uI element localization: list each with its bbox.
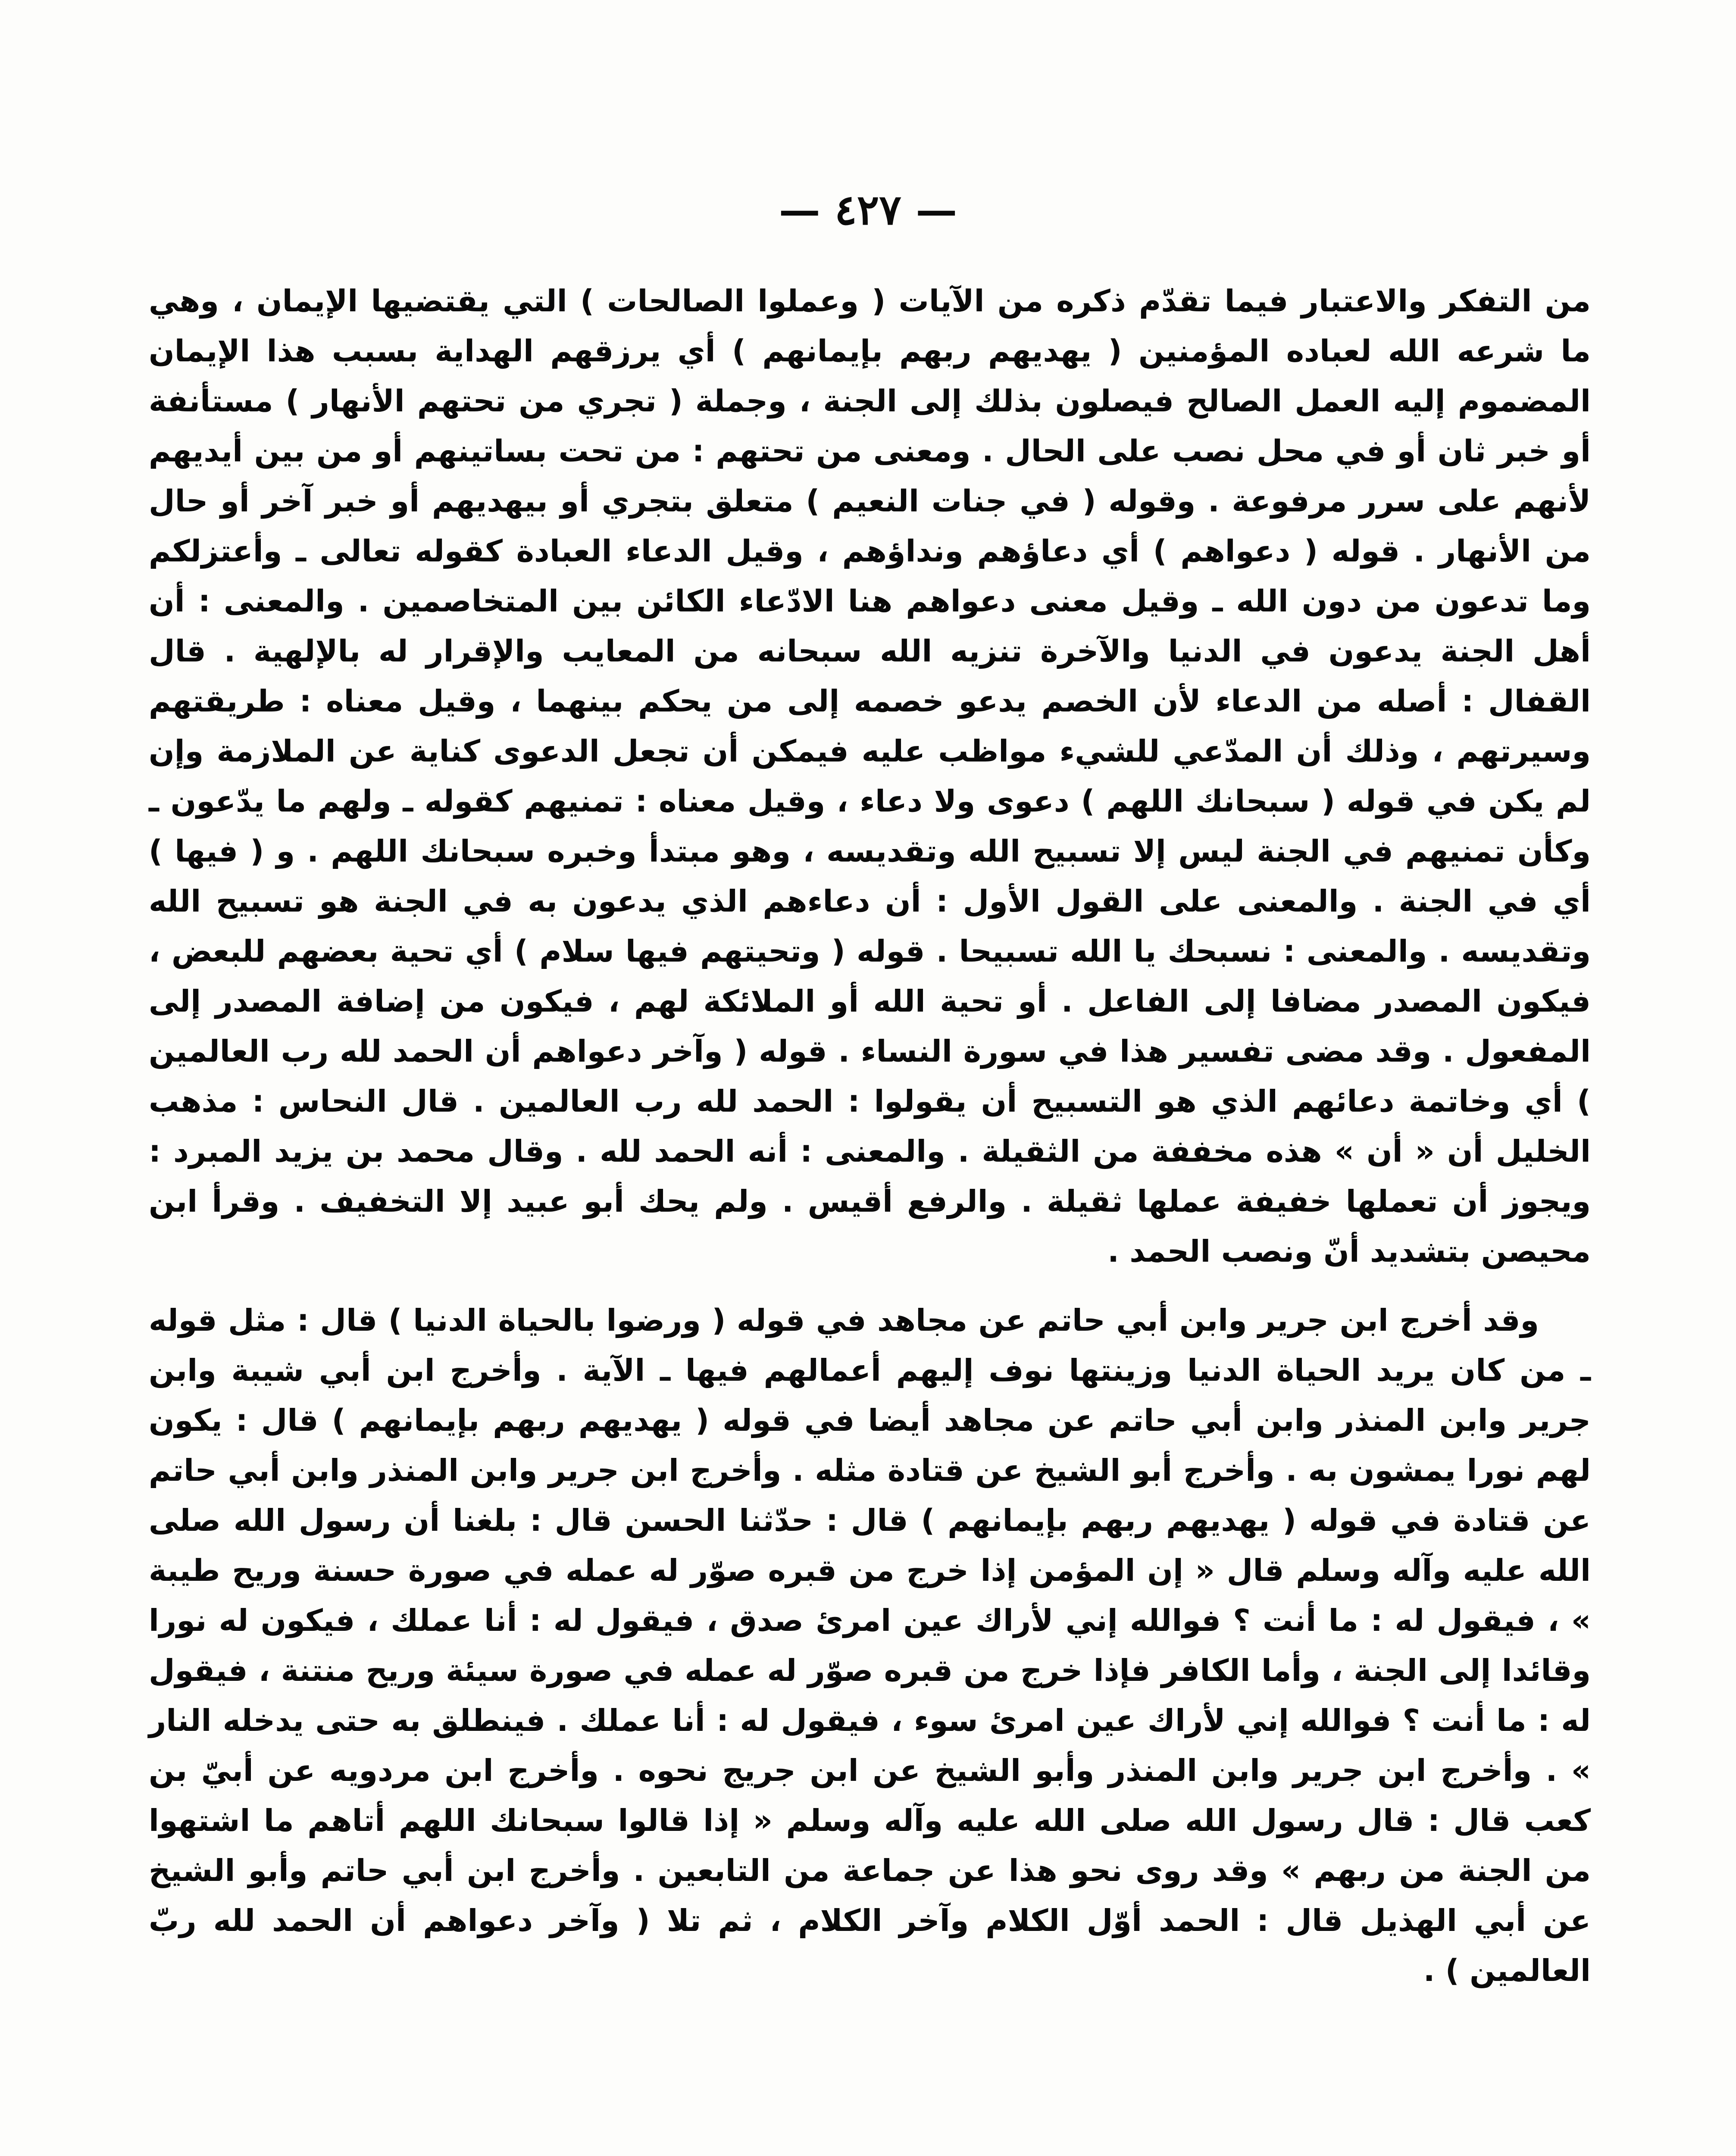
page-number: — ٤٢٧ —: [779, 185, 957, 234]
commentary-paragraph-2: وقد أخرج ابن جرير وابن أبي حاتم عن مجاهد في قوله ( ورضوا بالحياة الدنيا ) قال : مثل قوله ـ من كان يريد الحياة الدنيا وزينتها نوف إليهم أعمالهم فيها ـ الآية . وأخرج ابن أبي شيبة وابن جرير وابن المنذر وابن أبي حاتم عن مجاهد أيضا في قوله ( يهديهم ربهم بإيمانهم ) قال : يكون لهم نورا يمشون به . وأخرج أبو الشيخ عن قتادة مثله . وأخرج ابن جرير وابن المنذر وابن أبي حاتم عن قتادة في قوله ( يهديهم ربهم بإيمانهم ) قال : حدّثنا الحسن قال : بلغنا أن رسول الله صلى الله عليه وآله وسلم قال « إن المؤمن إذا خرج من قبره صوّر له عمله في صورة حسنة وريح طيبة » ، فيقول له : ما أنت ؟ فوالله إني لأراك عين امرئ صدق ، فيقول له : أنا عملك ، فيكون له نورا وقائدا إلى الجنة ، وأما الكافر فإذا خرج من قبره صوّر له عمله في صورة سيئة وريح منتنة ، فيقول له : ما أنت ؟ فوالله إني لأراك عين امرئ سوء ، فيقول له : أنا عملك . فينطلق به حتى يدخله النار » . وأخرج ابن جرير وابن المنذر وأبو الشيخ عن ابن جريج نحوه . وأخرج ابن مردويه عن أبيّ بن كعب قال : قال رسول الله صلى الله عليه وآله وسلم « إذا قالوا سبحانك اللهم أتاهم ما اشتهوا من الجنة من ربهم » وقد روى نحو هذا عن جماعة من التابعين . وأخرج ابن أبي حاتم وأبو الشيخ عن أبي الهذيل قال : الحمد أوّل الكلام وآخر الكلام ، ثم تلا ( وآخر دعواهم أن الحمد لله ربّ العالمين ) .: [149, 1303, 1591, 1988]
commentary-body: [149, 276, 1591, 1996]
paragraph-spacer: [149, 1276, 1591, 1295]
commentary-paragraph-1: من التفكر والاعتبار فيما تقدّم ذكره من الآيات ( وعملوا الصالحات ) التي يقتضيها الإيمان ، وهي ما شرعه الله لعباده المؤمنين ( يهديهم ربهم بإيمانهم ) أي يرزقهم الهداية بسبب هذا الإيمان المضموم إليه العمل الصالح فيصلون بذلك إلى الجنة ، وجملة ( تجري من تحتهم الأنهار ) مستأنفة أو خبر ثان أو في محل نصب على الحال . ومعنى من تحتهم : من تحت بساتينهم أو من بين أيديهم لأنهم على سرر مرفوعة . وقوله ( في جنات النعيم ) متعلق بتجري أو بيهديهم أو خبر آخر أو حال من الأنهار . قوله ( دعواهم ) أي دعاؤهم ونداؤهم ، وقيل الدعاء العبادة كقوله تعالى ـ وأعتزلكم وما تدعون من دون الله ـ وقيل معنى دعواهم هنا الادّعاء الكائن بين المتخاصمين . والمعنى : أن أهل الجنة يدعون في الدنيا والآخرة تنزيه الله سبحانه من المعايب والإقرار له بالإلهية . قال القفال : أصله من الدعاء لأن الخصم يدعو خصمه إلى من يحكم بينهما ، وقيل معناه : طريقتهم وسيرتهم ، وذلك أن المدّعي للشيء مواظب عليه فيمكن أن تجعل الدعوى كناية عن الملازمة وإن لم يكن في قوله ( سبحانك اللهم ) دعوى ولا دعاء ، وقيل معناه : تمنيهم كقوله ـ ولهم ما يدّعون ـ وكأن تمنيهم في الجنة ليس إلا تسبيح الله وتقديسه ، وهو مبتدأ وخبره سبحانك اللهم . و ( فيها ) أي في الجنة . والمعنى على القول الأول : أن دعاءهم الذي يدعون به في الجنة هو تسبيح الله وتقديسه . والمعنى : نسبحك يا الله تسبيحا . قوله ( وتحيتهم فيها سلام ) أي تحية بعضهم للبعض ، فيكون المصدر مضافا إلى الفاعل . أو تحية الله أو الملائكة لهم ، فيكون من إضافة المصدر إلى المفعول . وقد مضى تفسير هذا في سورة النساء . قوله ( وآخر دعواهم أن الحمد لله رب العالمين ) أي وخاتمة دعائهم الذي هو التسبيح أن يقولوا : الحمد لله رب العالمين . قال النحاس : مذهب الخليل أن « أن » هذه مخففة من الثقيلة . والمعنى : أنه الحمد لله . وقال محمد بن يزيد المبرد : ويجوز أن تعملها خفيفة عملها ثقيلة . والرفع أقيس . ولم يحك أبو عبيد إلا التخفيف . وقرأ ابن محيصن بتشديد أنّ ونصب الحمد .: [149, 283, 1591, 1269]
